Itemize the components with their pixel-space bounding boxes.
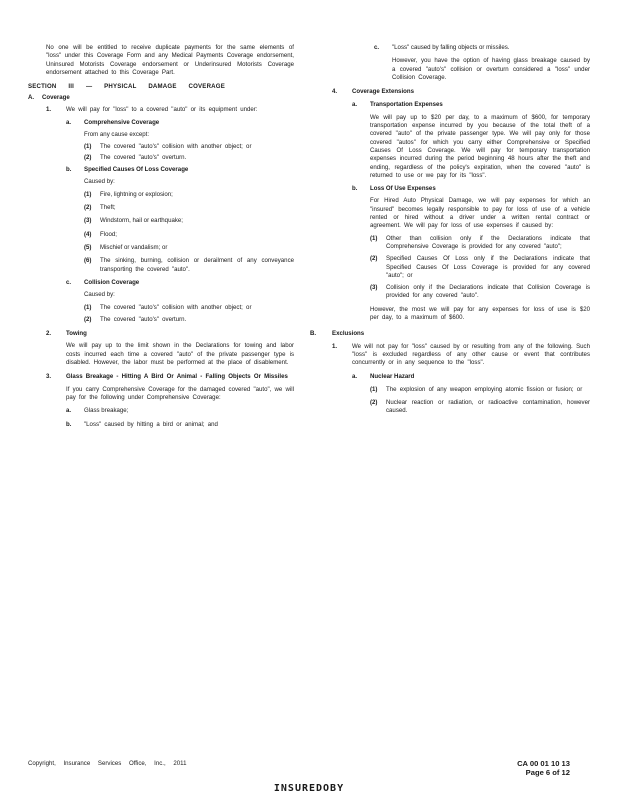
comprehensive-coverage — [66, 119, 294, 162]
coverage-extensions-item — [332, 88, 590, 322]
form-identifier — [492, 759, 570, 777]
sub-intro: Caused by: — [84, 177, 115, 185]
list-item — [84, 217, 294, 225]
list-number: (1) — [84, 303, 92, 311]
sub-text: However, the most we will pay for any expenses for loss of use is $20 per day, to a maximum of $600. — [370, 305, 590, 322]
list-number: (1) — [84, 142, 92, 150]
list-text: Fire, lightning or explosion; — [100, 190, 173, 198]
list-item — [370, 284, 590, 301]
coverage-section — [28, 94, 294, 428]
list-number: (4) — [84, 230, 92, 238]
list-number: (3) — [370, 284, 378, 292]
list-text: Mischief or vandalism; or — [100, 244, 168, 252]
item-number: 4. — [332, 88, 338, 96]
section-letter: B. — [310, 330, 317, 338]
sub-letter: b. — [352, 185, 358, 193]
list-item — [84, 244, 294, 252]
list-item — [370, 255, 590, 280]
list-number: (2) — [370, 399, 378, 407]
sub-text: We will pay up to $20 per day, to a maximum of $600, for temporary transportation expense incurred by you because of the total theft of a covered "auto" of the private passenger type. We will pay only for those covered "autos" for which you carry either Comprehensive or Specified Causes Of Loss Coverage. We will pay for temporary transportation expenses incurred during the period beginning 48 hours after the theft and ending, regardless of the policy's expiration, when the covered "auto" is returned to use or we pay for its "loss". — [370, 113, 590, 179]
list-number: (2) — [370, 255, 378, 263]
copyright-notice: Copyright, Insurance Services Office, Inc., 2011 — [28, 760, 187, 767]
list-item — [66, 421, 294, 429]
falling-objects-item — [374, 44, 590, 52]
list-text: "Loss" caused by falling objects or missiles. — [392, 44, 510, 51]
list-text: Theft; — [100, 204, 116, 212]
list-text: Specified Causes Of Loss only if the Declarations indicate that Specified Causes Of Loss Coverage is provided for any covered "auto"; or — [386, 255, 590, 279]
item-text: We will pay up to the limit shown in the Declarations for towing and labor costs incurred each time a covered "auto" of the private passenger type is disabled. However, the labor must be performed at the place of disablement. — [66, 342, 294, 367]
list-item — [84, 316, 294, 324]
list-number: (2) — [84, 153, 92, 161]
section-letter: A. — [28, 94, 35, 102]
glass-option-paragraph: However, you have the option of having glass breakage caused by a covered "auto's" collision or overturn considered a "loss" under Collision Coverage. — [392, 57, 590, 81]
list-item — [84, 143, 294, 151]
list-text: Glass breakage; — [84, 407, 129, 415]
list-number: (1) — [84, 190, 92, 198]
section-heading: SECTION III — PHYSICAL DAMAGE COVERAGE — [28, 83, 225, 91]
specified-causes-coverage — [66, 166, 294, 274]
exclusion-item-1 — [332, 343, 590, 416]
coverage-item-1 — [46, 106, 294, 324]
list-number: (1) — [370, 385, 378, 393]
item-title: Coverage Extensions — [352, 88, 414, 96]
list-text: Flood; — [100, 230, 117, 238]
glass-breakage-item — [46, 373, 294, 428]
watermark-stamp: INSUREDOBY — [273, 783, 345, 794]
item-text: We will not pay for "loss" caused by or resulting from any of the following. Such "loss" is excluded regardless of any other cause or event that contributes concurrently or in any sequence to the "loss". — [352, 342, 590, 367]
list-number: (6) — [84, 257, 92, 265]
form-number: CA 00 01 10 13 — [517, 759, 570, 768]
section-title: Coverage — [42, 94, 70, 102]
sub-letter: c. — [66, 278, 72, 286]
list-text: The covered "auto's" overturn. — [100, 153, 187, 161]
sub-title: Transportation Expenses — [370, 101, 443, 109]
list-item — [66, 407, 294, 415]
nuclear-hazard — [352, 373, 590, 416]
list-number: (5) — [84, 244, 92, 252]
list-item — [84, 257, 294, 274]
list-number: (2) — [84, 315, 92, 323]
list-item — [84, 231, 294, 239]
list-item — [84, 191, 294, 199]
collision-coverage — [66, 279, 294, 324]
item-title: Glass Breakage - Hitting A Bird Or Animal - Falling Objects Or Missiles — [66, 373, 288, 381]
item-text: We will pay for "loss" to a covered "auto" or its equipment under: — [66, 105, 258, 113]
sub-letter: b. — [66, 166, 72, 174]
list-text: Windstorm, hail or earthquake; — [100, 217, 183, 225]
list-item — [84, 204, 294, 212]
item-text: If you carry Comprehensive Coverage for the damaged covered "auto", we will pay for the following under Comprehensive Coverage: — [66, 385, 294, 401]
list-item — [84, 304, 294, 312]
list-text: The covered "auto's" collision with another object; or — [100, 303, 252, 311]
list-item — [84, 154, 294, 162]
sub-letter: a. — [352, 101, 358, 109]
list-number: (1) — [370, 234, 378, 242]
sub-letter: a. — [66, 119, 72, 127]
list-letter: c. — [374, 44, 380, 51]
item-title: Towing — [66, 330, 87, 338]
item-number: 1. — [332, 342, 338, 350]
sub-title: Comprehensive Coverage — [84, 119, 160, 127]
item-number: 3. — [46, 373, 52, 381]
list-letter: a. — [66, 407, 72, 415]
left-column — [28, 44, 294, 429]
list-item — [370, 386, 590, 394]
list-item — [370, 399, 590, 416]
sub-title: Collision Coverage — [84, 278, 140, 286]
duplicate-payments-paragraph: No one will be entitled to receive duplicate payments for the same elements of "loss" under this Coverage Form and any Medical Payments Coverage endorsement, Uninsured Motorists Coverage endorsement or Underinsured Motorists Coverage endorsement attached to this Coverage Part. — [46, 44, 294, 76]
sub-title: Nuclear Hazard — [370, 372, 415, 380]
towing-item — [46, 330, 294, 367]
list-text: Nuclear reaction or radiation, or radioactive contamination, however caused. — [386, 399, 590, 415]
list-number: (3) — [84, 217, 92, 225]
sub-intro: From any cause except: — [84, 131, 150, 139]
list-letter: b. — [66, 420, 72, 428]
list-text: The sinking, burning, collision or derailment of any conveyance transporting the covered "auto". — [100, 257, 294, 273]
exclusions-section — [310, 330, 590, 415]
section-title: Exclusions — [332, 330, 365, 338]
sub-intro: Caused by: — [84, 291, 115, 299]
sub-text: For Hired Auto Physical Damage, we will pay expenses for which an "insured" becomes legally responsible to pay for loss of use of a vehicle rented or hired without a driver under a written rental contract or agreement. We will pay for loss of use expenses if caused by: — [370, 197, 590, 230]
loss-of-use-expenses — [352, 185, 590, 322]
item-number: 1. — [46, 105, 52, 113]
right-column — [310, 44, 590, 416]
list-text: Other than collision only if the Declarations indicate that Comprehensive Coverage is provided for any covered "auto"; — [386, 234, 590, 250]
list-text: The covered "auto's" collision with another object; or — [100, 142, 252, 150]
sub-letter: a. — [352, 372, 358, 380]
item-number: 2. — [46, 330, 52, 338]
sub-title: Specified Causes Of Loss Coverage — [84, 166, 189, 174]
list-text: The explosion of any weapon employing atomic fission or fusion; or — [386, 385, 583, 393]
transportation-expenses — [352, 101, 590, 180]
list-number: (2) — [84, 204, 92, 212]
page-number: Page 6 of 12 — [525, 768, 570, 777]
list-text: The covered "auto's" overturn. — [100, 315, 187, 323]
sub-title: Loss Of Use Expenses — [370, 185, 436, 193]
list-text: Collision only if the Declarations indicate that Collision Coverage is provided for any covered "auto". — [386, 284, 590, 300]
list-item — [370, 235, 590, 252]
list-text: "Loss" caused by hitting a bird or animal; and — [84, 420, 218, 428]
